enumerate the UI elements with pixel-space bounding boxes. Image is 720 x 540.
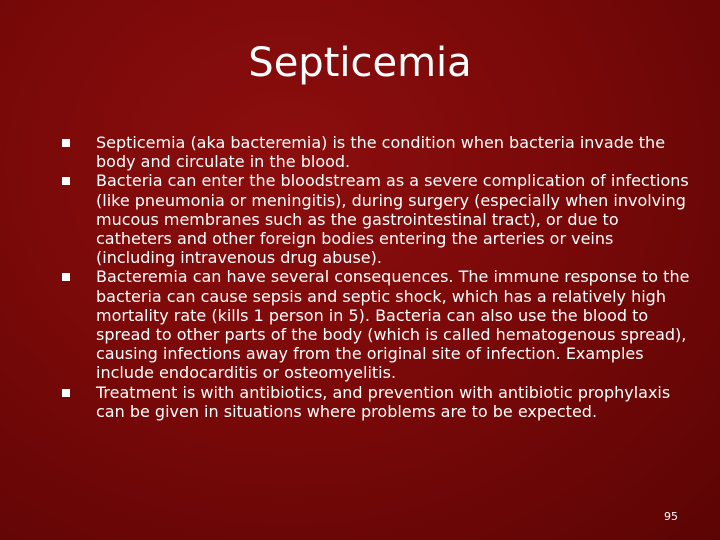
square-bullet-icon — [62, 177, 70, 185]
bullet-text: Septicemia (aka bacteremia) is the condition when bacteria invade the body and circulate in the blood. — [96, 133, 666, 172]
slide-title: Septicemia — [248, 40, 472, 86]
bullet-item — [62, 267, 690, 382]
bullet-item — [62, 133, 690, 171]
bullet-text: Bacteria can enter the bloodstream as a severe complication of infections (like pneumonia or meningitis), during surgery (especially when involving mucous membranes such as the gastrointestinal tract), or due to catheters and other foreign bodies entering the arteries or veins (including intravenous drug abuse). — [96, 171, 689, 268]
bullet-text: Bacteremia can have several consequences. The immune response to the bacteria can cause sepsis and septic shock, which has a relatively high mortality rate (kills 1 person in 5). Bacteria can also use the blood to spread to other parts of the body (which is called hematogenous spread), causing infections away from the original site of infection. Examples include endocarditis or osteomyelitis. — [96, 267, 690, 383]
bullet-item — [62, 383, 690, 421]
bullet-item — [62, 171, 690, 267]
square-bullet-icon — [62, 139, 70, 147]
bullet-list — [62, 133, 690, 421]
page-number: 95 — [664, 510, 678, 523]
square-bullet-icon — [62, 389, 70, 397]
square-bullet-icon — [62, 273, 70, 281]
bullet-text: Treatment is with antibiotics, and prevention with antibiotic prophylaxis can be given in situations where problems are to be expected. — [96, 382, 671, 421]
